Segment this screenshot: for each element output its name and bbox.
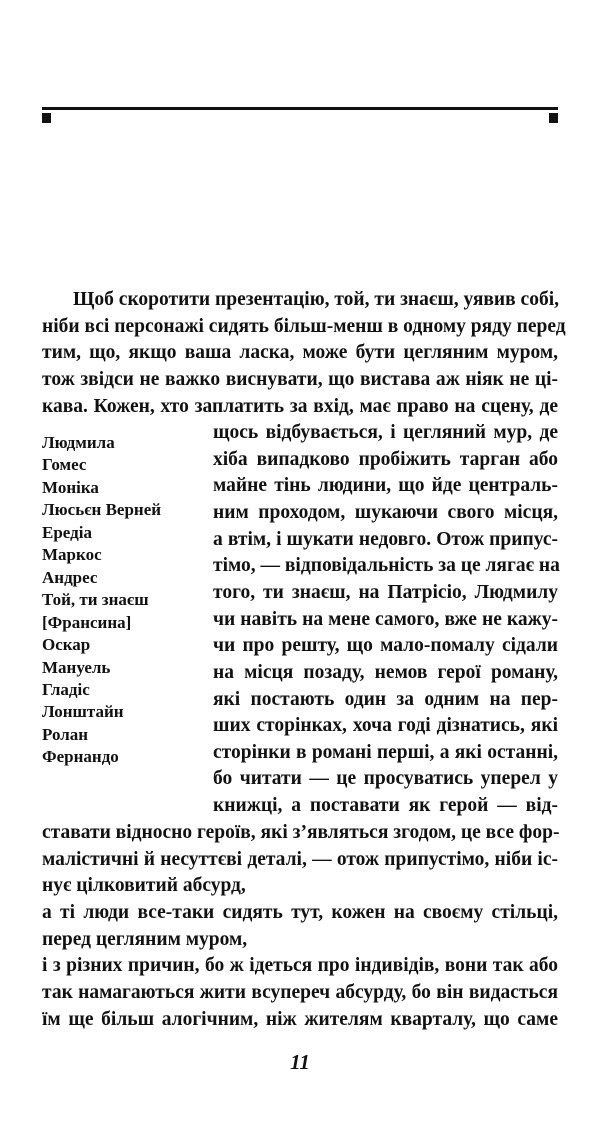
text-line: на місця позаду, немов герої роману, [213, 661, 558, 683]
text-line: того, ти знаєш, на Патрісіо, Людмилу [213, 581, 558, 603]
character-name: Люсьєн Верней [42, 500, 162, 520]
text-line: тож звідси не важко виснувати, що вистава аж ніяк не ці- [42, 369, 558, 390]
text-line: хіба випадково пробіжить тарган або [213, 448, 558, 470]
text-line: так намагаються жити всупереч абсурду, бо він видасться [42, 981, 558, 1003]
character-name: Маркос [42, 545, 102, 565]
text-line: щось відбувається, і цегляний мур, де [213, 422, 558, 443]
text-line: ним проходом, шукаючи свого місця, [213, 501, 558, 523]
text-line: сторінки в романі перші, а які останні, [213, 741, 558, 763]
character-name: Гомес [42, 455, 87, 475]
text-line: малістичні й несуттєві деталі, — отож припустімо, ніби іс- [42, 848, 558, 870]
text-line: тімо, — відповідальність за це лягає на [213, 555, 560, 577]
character-name: Гладіс [42, 679, 90, 699]
right-square-ornament [549, 113, 558, 123]
left-square-ornament [42, 113, 51, 123]
text-line: майне тінь людини, що йде централь- [213, 475, 558, 497]
text-line: чи навіть на мене самого, вже не кажу- [213, 608, 558, 630]
character-name: Той, ти знаєш [42, 590, 149, 610]
character-name: Мануель [42, 657, 111, 677]
character-name: Моніка [42, 477, 99, 497]
character-name: Ередіа [42, 522, 92, 542]
text-line: ставати відносно героїв, які з’являться згодом, це все фор- [42, 822, 560, 843]
character-name: Фернандо [42, 747, 119, 767]
text-line: нує цілковитий абсурд, [42, 875, 246, 897]
header-rule [42, 107, 558, 110]
text-line: ших сторінках, хоча годі дізнатись, які [213, 715, 558, 737]
character-name: [Франсина] [42, 612, 132, 632]
text-line: тим, що, якщо ваша ласка, може бути цегляним муром, [42, 342, 558, 363]
page-number: 11 [290, 1050, 310, 1074]
character-name: Андрес [42, 567, 98, 587]
text-line: їм ще більш алогічним, ніж жителям кварталу, що саме [42, 1008, 558, 1030]
character-name: Ролан [42, 724, 89, 744]
character-name: Оскар [42, 635, 91, 655]
text-line: які постають один за одним на пер- [213, 688, 558, 710]
text-line: а втім, і шукати недовго. Отож припус- [213, 528, 558, 550]
text-line: і з різних причин, бо ж ідеться про індивідів, вони так або [42, 955, 558, 977]
text-line: перед цегляним муром, [42, 928, 248, 950]
text-line: кава. Кожен, хто заплатить за вхід, має право на сцену, де [42, 396, 558, 417]
character-name: Людмила [42, 433, 115, 452]
text-line: книжці, а поставати як герой — від- [213, 795, 558, 817]
text-line: ніби всі персонажі сидять більш-менш в одному ряду перед [42, 316, 566, 337]
text-line: чи про решту, що мало-помалу сідали [213, 635, 558, 657]
text-line: а ті люди все-таки сидять тут, кожен на своєму стільці, [42, 901, 558, 923]
text-line: бо читати — це просуватись уперел у [213, 768, 558, 790]
character-name: Лонштайн [42, 702, 124, 722]
text-line: Щоб скоротити презентацію, той, ти знаєш, уявив собі, [73, 289, 559, 310]
